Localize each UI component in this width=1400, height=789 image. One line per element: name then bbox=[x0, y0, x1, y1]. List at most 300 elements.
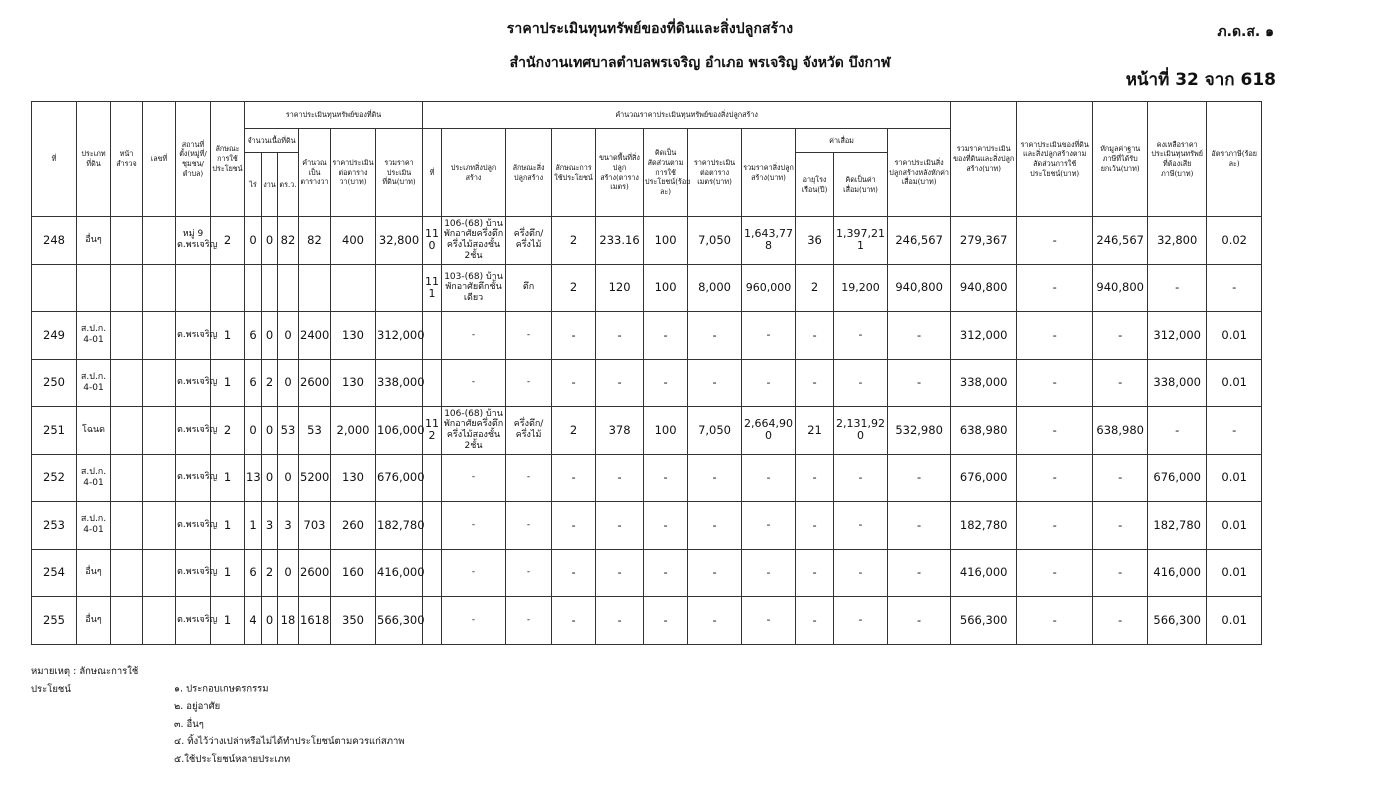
cell-b-after: 532,980 bbox=[888, 407, 951, 455]
cell-survey-page bbox=[111, 549, 143, 597]
cell-dep-age: - bbox=[796, 597, 834, 645]
cell-b-after: 940,800 bbox=[888, 264, 951, 312]
cell-dep-amount: - bbox=[834, 454, 888, 502]
cell-remaining: 182,780 bbox=[1148, 502, 1207, 550]
cell-land-total: 182,780 bbox=[376, 502, 423, 550]
cell-b-price: - bbox=[688, 359, 742, 407]
cell-sqwa: 82 bbox=[278, 217, 299, 265]
cell-tax: 0.02 bbox=[1207, 217, 1262, 265]
cell-land-use: 1 bbox=[211, 454, 245, 502]
cell-b-total: 960,000 bbox=[742, 264, 796, 312]
notes-label: หมายเหตุ : ลักษณะการใช้ประโยชน์ bbox=[31, 666, 139, 695]
cell-b-area: - bbox=[596, 597, 644, 645]
col-deduction: หักมูลค่าฐานภาษีที่ได้รับยกเว้น(บาท) bbox=[1093, 102, 1148, 217]
col-building-ratio: คิดเป็นสัดส่วนตามการใช้ประโยชน์(ร้อยละ) bbox=[644, 129, 688, 217]
cell-no: 255 bbox=[32, 597, 77, 645]
cell-b-area: 120 bbox=[596, 264, 644, 312]
cell-price: 130 bbox=[331, 454, 376, 502]
col-rai: ไร่ bbox=[245, 153, 262, 217]
cell-doc-no bbox=[143, 407, 176, 455]
cell-ratio-value: - bbox=[1017, 217, 1093, 265]
cell-sqwa: 18 bbox=[278, 597, 299, 645]
cell-deduction: - bbox=[1093, 502, 1148, 550]
cell-sqwa: 53 bbox=[278, 407, 299, 455]
cell-b-kind: - bbox=[506, 502, 552, 550]
cell-area: 5200 bbox=[299, 454, 331, 502]
cell-ratio-value: - bbox=[1017, 407, 1093, 455]
col-tax-rate: อัตราภาษี(ร้อยละ) bbox=[1207, 102, 1262, 217]
cell-dep-age: 2 bbox=[796, 264, 834, 312]
cell-b-no bbox=[423, 454, 442, 502]
cell-area: 703 bbox=[299, 502, 331, 550]
cell-b-use: - bbox=[552, 359, 596, 407]
cell-b-price: - bbox=[688, 312, 742, 360]
cell-b-kind: ครึ่งตึก/ครึ่งไม้ bbox=[506, 217, 552, 265]
cell-b-no bbox=[423, 549, 442, 597]
cell-b-kind: - bbox=[506, 549, 552, 597]
cell-price bbox=[331, 264, 376, 312]
page-number: หน้าที่ 32 จาก 618 bbox=[1125, 70, 1276, 90]
table-row bbox=[32, 312, 1308, 360]
table-row bbox=[32, 217, 1308, 265]
cell-survey-page bbox=[111, 312, 143, 360]
cell-ratio-value: - bbox=[1017, 312, 1093, 360]
cell-no: 253 bbox=[32, 502, 77, 550]
cell-b-type: - bbox=[442, 312, 506, 360]
cell-ratio-value: - bbox=[1017, 502, 1093, 550]
cell-ngan: 2 bbox=[262, 549, 278, 597]
cell-land-use: 1 bbox=[211, 597, 245, 645]
col-building-type: ประเภทสิ่งปลูกสร้าง bbox=[442, 129, 506, 217]
cell-land-type bbox=[77, 264, 111, 312]
col-location: สถานที่ตั้ง(หมู่ที่/ชุมชน/ตำบล) bbox=[176, 102, 211, 217]
cell-survey-page bbox=[111, 407, 143, 455]
cell-b-type: - bbox=[442, 597, 506, 645]
cell-ngan bbox=[262, 264, 278, 312]
cell-b-type: - bbox=[442, 454, 506, 502]
cell-land-type: ส.ป.ก. 4-01 bbox=[77, 359, 111, 407]
cell-ratio-value: - bbox=[1017, 264, 1093, 312]
cell-area: 82 bbox=[299, 217, 331, 265]
cell-area bbox=[299, 264, 331, 312]
cell-remaining: 676,000 bbox=[1148, 454, 1207, 502]
cell-b-use: 2 bbox=[552, 264, 596, 312]
cell-b-after: - bbox=[888, 502, 951, 550]
cell-area: 53 bbox=[299, 407, 331, 455]
cell-b-type: - bbox=[442, 502, 506, 550]
cell-b-price: 7,050 bbox=[688, 217, 742, 265]
col-ngan: งาน bbox=[262, 153, 278, 217]
cell-remaining: 312,000 bbox=[1148, 312, 1207, 360]
cell-b-kind: ตึก bbox=[506, 264, 552, 312]
cell-remaining: 566,300 bbox=[1148, 597, 1207, 645]
cell-b-after: 246,567 bbox=[888, 217, 951, 265]
cell-price: 130 bbox=[331, 359, 376, 407]
cell-b-area: - bbox=[596, 502, 644, 550]
col-area-calc: คำนวณเป็นตารางวา bbox=[299, 129, 331, 217]
cell-land-type: อื่นๆ bbox=[77, 549, 111, 597]
cell-land-total: 106,000 bbox=[376, 407, 423, 455]
cell-b-kind: - bbox=[506, 359, 552, 407]
table-row bbox=[32, 264, 1308, 312]
cell-total: 279,367 bbox=[951, 217, 1017, 265]
col-building-kind: ลักษณะสิ่งปลูกสร้าง bbox=[506, 129, 552, 217]
cell-tax: 0.01 bbox=[1207, 597, 1262, 645]
cell-b-ratio: - bbox=[644, 597, 688, 645]
cell-b-use: 2 bbox=[552, 217, 596, 265]
cell-dep-amount: 1,397,211 bbox=[834, 217, 888, 265]
col-building-total: รวมราคาสิ่งปลูกสร้าง(บาท) bbox=[742, 129, 796, 217]
cell-ratio-value: - bbox=[1017, 549, 1093, 597]
group-land-area: จำนวนเนื้อที่ดิน bbox=[245, 129, 299, 153]
cell-b-after: - bbox=[888, 359, 951, 407]
cell-remaining: 32,800 bbox=[1148, 217, 1207, 265]
cell-tax: 0.01 bbox=[1207, 502, 1262, 550]
cell-location: ต.พรเจริญ bbox=[176, 502, 211, 550]
cell-total: 416,000 bbox=[951, 549, 1017, 597]
cell-land-type: อื่นๆ bbox=[77, 217, 111, 265]
col-land-total: รวมราคาประเมินที่ดิน(บาท) bbox=[376, 129, 423, 217]
cell-b-ratio: - bbox=[644, 549, 688, 597]
table-row bbox=[32, 597, 1308, 645]
cell-land-use: 1 bbox=[211, 359, 245, 407]
col-building-price-sqm: ราคาประเมินต่อตารางเมตร(บาท) bbox=[688, 129, 742, 217]
cell-deduction: 638,980 bbox=[1093, 407, 1148, 455]
cell-remaining: - bbox=[1148, 264, 1207, 312]
cell-survey-page bbox=[111, 217, 143, 265]
col-ratio-value: ราคาประเมินของที่ดินและสิ่งปลูกสร้างตามสัดส่วนการใช้ประโยชน์(บาท) bbox=[1017, 102, 1093, 217]
cell-ngan: 0 bbox=[262, 597, 278, 645]
cell-doc-no bbox=[143, 549, 176, 597]
cell-b-total: - bbox=[742, 454, 796, 502]
col-dep-amount: คิดเป็นค่าเสื่อม(บาท) bbox=[834, 153, 888, 217]
cell-b-area: 378 bbox=[596, 407, 644, 455]
cell-price: 130 bbox=[331, 312, 376, 360]
cell-survey-page bbox=[111, 502, 143, 550]
cell-land-use: 2 bbox=[211, 407, 245, 455]
cell-deduction: 246,567 bbox=[1093, 217, 1148, 265]
cell-b-price: - bbox=[688, 597, 742, 645]
cell-b-no: 111 bbox=[423, 264, 442, 312]
cell-price: 160 bbox=[331, 549, 376, 597]
cell-dep-amount: 2,131,920 bbox=[834, 407, 888, 455]
cell-total: 566,300 bbox=[951, 597, 1017, 645]
cell-b-use: - bbox=[552, 454, 596, 502]
cell-b-type: - bbox=[442, 359, 506, 407]
cell-rai bbox=[245, 264, 262, 312]
cell-b-price: - bbox=[688, 454, 742, 502]
cell-location: ต.พรเจริญ bbox=[176, 597, 211, 645]
cell-remaining: - bbox=[1148, 407, 1207, 455]
document-title: ราคาประเมินทุนทรัพย์ของที่ดินและสิ่งปลูกสร้าง bbox=[506, 21, 794, 37]
note-item: ๑. ประกอบเกษตรกรรม bbox=[174, 683, 269, 695]
cell-land-use: 2 bbox=[211, 217, 245, 265]
table-row bbox=[32, 359, 1308, 407]
group-building-value: คำนวณราคาประเมินทุนทรัพย์ของสิ่งปลูกสร้าง bbox=[423, 102, 951, 129]
cell-no bbox=[32, 264, 77, 312]
cell-b-total: - bbox=[742, 502, 796, 550]
cell-ngan: 0 bbox=[262, 407, 278, 455]
cell-ratio-value: - bbox=[1017, 359, 1093, 407]
cell-b-kind: ครึ่งตึก/ครึ่งไม้ bbox=[506, 407, 552, 455]
cell-location bbox=[176, 264, 211, 312]
cell-land-type: ส.ป.ก. 4-01 bbox=[77, 454, 111, 502]
cell-land-use: 1 bbox=[211, 549, 245, 597]
cell-land-type: อื่นๆ bbox=[77, 597, 111, 645]
cell-b-area: - bbox=[596, 312, 644, 360]
cell-doc-no bbox=[143, 217, 176, 265]
cell-b-kind: - bbox=[506, 597, 552, 645]
cell-remaining: 416,000 bbox=[1148, 549, 1207, 597]
cell-sqwa bbox=[278, 264, 299, 312]
form-code: ภ.ด.ส. ๑ bbox=[1217, 24, 1274, 40]
cell-land-total: 676,000 bbox=[376, 454, 423, 502]
cell-price: 400 bbox=[331, 217, 376, 265]
cell-no: 250 bbox=[32, 359, 77, 407]
cell-doc-no bbox=[143, 312, 176, 360]
cell-sqwa: 0 bbox=[278, 312, 299, 360]
cell-tax: 0.01 bbox=[1207, 312, 1262, 360]
cell-location: ต.พรเจริญ bbox=[176, 312, 211, 360]
cell-b-ratio: 100 bbox=[644, 407, 688, 455]
cell-no: 248 bbox=[32, 217, 77, 265]
cell-b-price: 7,050 bbox=[688, 407, 742, 455]
cell-total: 312,000 bbox=[951, 312, 1017, 360]
cell-b-type: 106-(68) บ้านพักอาศัยครึ่งตึกครึ่งไม้สองชั้น 2ชั้น bbox=[442, 407, 506, 455]
col-price-per-sqwa: ราคาประเมินต่อตารางวา(บาท) bbox=[331, 129, 376, 217]
cell-rai: 4 bbox=[245, 597, 262, 645]
cell-b-after: - bbox=[888, 549, 951, 597]
note-item: ๒. อยู่อาศัย bbox=[174, 701, 221, 712]
cell-dep-age: - bbox=[796, 312, 834, 360]
cell-land-total: 312,000 bbox=[376, 312, 423, 360]
cell-location: หมู่ 9 ต.พรเจริญ bbox=[176, 217, 211, 265]
note-item: ๔. ทิ้งไว้ว่างเปล่าหรือไม่ได้ทำประโยชน์ตามควรแก่สภาพ bbox=[174, 736, 405, 747]
cell-location: ต.พรเจริญ bbox=[176, 407, 211, 455]
cell-b-total: 2,664,900 bbox=[742, 407, 796, 455]
table-row bbox=[32, 407, 1308, 455]
cell-b-ratio: - bbox=[644, 359, 688, 407]
group-depreciation: ค่าเสื่อม bbox=[796, 129, 888, 153]
cell-tax: 0.01 bbox=[1207, 549, 1262, 597]
cell-no: 251 bbox=[32, 407, 77, 455]
cell-b-after: - bbox=[888, 312, 951, 360]
cell-b-type: 106-(68) บ้านพักอาศัยครึ่งตึกครึ่งไม้สองชั้น 2ชั้น bbox=[442, 217, 506, 265]
cell-b-total: - bbox=[742, 549, 796, 597]
cell-survey-page bbox=[111, 454, 143, 502]
cell-b-total: - bbox=[742, 359, 796, 407]
cell-b-kind: - bbox=[506, 312, 552, 360]
cell-no: 254 bbox=[32, 549, 77, 597]
cell-dep-age: - bbox=[796, 359, 834, 407]
cell-total: 338,000 bbox=[951, 359, 1017, 407]
cell-dep-amount: - bbox=[834, 359, 888, 407]
cell-rai: 0 bbox=[245, 407, 262, 455]
cell-total: 940,800 bbox=[951, 264, 1017, 312]
table-row bbox=[32, 454, 1308, 502]
cell-location: ต.พรเจริญ bbox=[176, 359, 211, 407]
cell-b-total: - bbox=[742, 312, 796, 360]
cell-b-price: - bbox=[688, 502, 742, 550]
col-dep-age: อายุโรงเรือน(ปี) bbox=[796, 153, 834, 217]
table-row bbox=[32, 549, 1308, 597]
cell-sqwa: 0 bbox=[278, 359, 299, 407]
cell-location: ต.พรเจริญ bbox=[176, 549, 211, 597]
col-building-use: ลักษณะการใช้ประโยชน์ bbox=[552, 129, 596, 217]
cell-area: 2600 bbox=[299, 359, 331, 407]
cell-b-type: 103-(68) บ้านพักอาศัยตึกชั้นเดียว bbox=[442, 264, 506, 312]
cell-rai: 6 bbox=[245, 549, 262, 597]
cell-land-total: 32,800 bbox=[376, 217, 423, 265]
cell-dep-amount: - bbox=[834, 312, 888, 360]
cell-area: 2400 bbox=[299, 312, 331, 360]
cell-land-type: ส.ป.ก. 4-01 bbox=[77, 502, 111, 550]
cell-land-use: 1 bbox=[211, 502, 245, 550]
cell-survey-page bbox=[111, 264, 143, 312]
cell-b-no: 110 bbox=[423, 217, 442, 265]
cell-b-area: - bbox=[596, 549, 644, 597]
cell-area: 1618 bbox=[299, 597, 331, 645]
col-land-type: ประเภทที่ดิน bbox=[77, 102, 111, 217]
cell-b-use: - bbox=[552, 597, 596, 645]
cell-dep-age: - bbox=[796, 549, 834, 597]
cell-doc-no bbox=[143, 597, 176, 645]
cell-land-use bbox=[211, 264, 245, 312]
cell-b-price: - bbox=[688, 549, 742, 597]
cell-doc-no bbox=[143, 359, 176, 407]
cell-deduction: - bbox=[1093, 312, 1148, 360]
cell-b-no: 112 bbox=[423, 407, 442, 455]
cell-ratio-value: - bbox=[1017, 454, 1093, 502]
group-land-value: ราคาประเมินทุนทรัพย์ของที่ดิน bbox=[245, 102, 423, 129]
document-subtitle: สำนักงานเทศบาลตำบลพรเจริญ อำเภอ พรเจริญ จังหวัด บึงกาฬ bbox=[509, 55, 891, 71]
cell-land-total: 338,000 bbox=[376, 359, 423, 407]
cell-ngan: 3 bbox=[262, 502, 278, 550]
note-item: ๓. อื่นๆ bbox=[174, 718, 204, 730]
cell-dep-amount: - bbox=[834, 549, 888, 597]
cell-rai: 1 bbox=[245, 502, 262, 550]
cell-b-no bbox=[423, 359, 442, 407]
cell-b-no bbox=[423, 597, 442, 645]
cell-doc-no bbox=[143, 454, 176, 502]
cell-sqwa: 0 bbox=[278, 454, 299, 502]
cell-remaining: 338,000 bbox=[1148, 359, 1207, 407]
table-body bbox=[32, 217, 1308, 645]
cell-price: 350 bbox=[331, 597, 376, 645]
cell-b-after: - bbox=[888, 597, 951, 645]
cell-no: 249 bbox=[32, 312, 77, 360]
cell-tax: 0.01 bbox=[1207, 359, 1262, 407]
col-no: ที่ bbox=[32, 102, 77, 217]
cell-b-kind: - bbox=[506, 454, 552, 502]
cell-land-total: 416,000 bbox=[376, 549, 423, 597]
cell-land-type: ส.ป.ก. 4-01 bbox=[77, 312, 111, 360]
cell-ngan: 0 bbox=[262, 312, 278, 360]
cell-deduction: - bbox=[1093, 454, 1148, 502]
cell-b-ratio: - bbox=[644, 502, 688, 550]
cell-ngan: 0 bbox=[262, 454, 278, 502]
cell-ratio-value: - bbox=[1017, 597, 1093, 645]
col-building-area: ขนาดพื้นที่สิ่งปลูกสร้าง(ตารางเมตร) bbox=[596, 129, 644, 217]
cell-total: 638,980 bbox=[951, 407, 1017, 455]
cell-b-area: - bbox=[596, 454, 644, 502]
cell-sqwa: 3 bbox=[278, 502, 299, 550]
col-doc-no: เลขที่ bbox=[143, 102, 176, 217]
cell-b-after: - bbox=[888, 454, 951, 502]
cell-land-use: 1 bbox=[211, 312, 245, 360]
cell-deduction: - bbox=[1093, 359, 1148, 407]
cell-area: 2600 bbox=[299, 549, 331, 597]
cell-land-total: 566,300 bbox=[376, 597, 423, 645]
cell-b-use: - bbox=[552, 549, 596, 597]
cell-b-total: 1,643,778 bbox=[742, 217, 796, 265]
cell-location: ต.พรเจริญ bbox=[176, 454, 211, 502]
cell-dep-age: 21 bbox=[796, 407, 834, 455]
cell-b-total: - bbox=[742, 597, 796, 645]
col-survey-page: หน้าสำรวจ bbox=[111, 102, 143, 217]
cell-b-price: 8,000 bbox=[688, 264, 742, 312]
col-land-use: ลักษณะการใช้ประโยชน์ bbox=[211, 102, 245, 217]
cell-dep-amount: - bbox=[834, 597, 888, 645]
cell-no: 252 bbox=[32, 454, 77, 502]
cell-b-use: - bbox=[552, 502, 596, 550]
cell-sqwa: 0 bbox=[278, 549, 299, 597]
cell-deduction: - bbox=[1093, 549, 1148, 597]
cell-survey-page bbox=[111, 359, 143, 407]
note-item: ๕.ใช้ประโยชน์หลายประเภท bbox=[174, 753, 291, 765]
cell-b-area: 233.16 bbox=[596, 217, 644, 265]
table-row bbox=[32, 502, 1308, 550]
cell-price: 260 bbox=[331, 502, 376, 550]
cell-ngan: 2 bbox=[262, 359, 278, 407]
cell-dep-age: - bbox=[796, 454, 834, 502]
col-building-after-dep: ราคาประเมินสิ่งปลูกสร้างหลังหักค่าเสื่อม(บาท) bbox=[888, 129, 951, 217]
cell-b-use: - bbox=[552, 312, 596, 360]
cell-rai: 0 bbox=[245, 217, 262, 265]
col-total-value: รวมราคาประเมินของที่ดินและสิ่งปลูกสร้าง(บาท) bbox=[951, 102, 1017, 217]
cell-land-total bbox=[376, 264, 423, 312]
cell-b-ratio: - bbox=[644, 312, 688, 360]
cell-b-use: 2 bbox=[552, 407, 596, 455]
cell-deduction: 940,800 bbox=[1093, 264, 1148, 312]
cell-tax: - bbox=[1207, 407, 1262, 455]
cell-doc-no bbox=[143, 264, 176, 312]
cell-b-ratio: - bbox=[644, 454, 688, 502]
cell-rai: 13 bbox=[245, 454, 262, 502]
cell-dep-amount: 19,200 bbox=[834, 264, 888, 312]
notes bbox=[31, 663, 405, 768]
cell-doc-no bbox=[143, 502, 176, 550]
col-building-no: ที่ bbox=[423, 129, 442, 217]
cell-total: 182,780 bbox=[951, 502, 1017, 550]
col-remaining: คงเหลือราคาประเมินทุนทรัพย์ที่ต้องเสียภาษี(บาท) bbox=[1148, 102, 1207, 217]
cell-total: 676,000 bbox=[951, 454, 1017, 502]
cell-dep-amount: - bbox=[834, 502, 888, 550]
cell-dep-age: 36 bbox=[796, 217, 834, 265]
cell-b-ratio: 100 bbox=[644, 264, 688, 312]
cell-b-type: - bbox=[442, 549, 506, 597]
cell-b-ratio: 100 bbox=[644, 217, 688, 265]
cell-ngan: 0 bbox=[262, 217, 278, 265]
cell-rai: 6 bbox=[245, 359, 262, 407]
cell-price: 2,000 bbox=[331, 407, 376, 455]
cell-tax: 0.01 bbox=[1207, 454, 1262, 502]
cell-dep-age: - bbox=[796, 502, 834, 550]
assessment-table bbox=[31, 101, 1308, 645]
cell-b-no bbox=[423, 502, 442, 550]
col-sqwa: ตร.ว. bbox=[278, 153, 299, 217]
cell-b-area: - bbox=[596, 359, 644, 407]
